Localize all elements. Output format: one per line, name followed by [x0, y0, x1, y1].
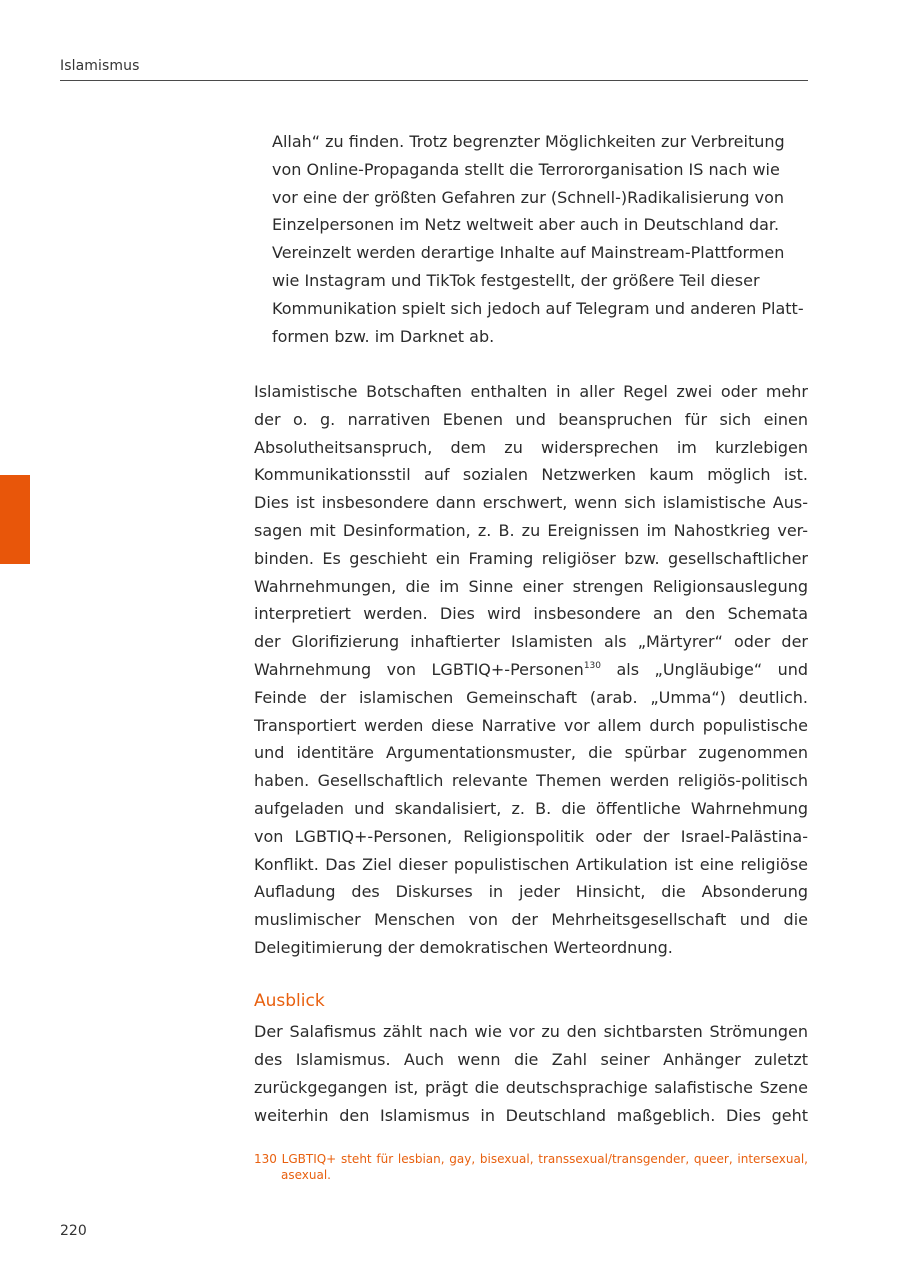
text-line: Absolutheitsanspruch, dem zu widersprechen im kurzlebigen: [254, 437, 808, 457]
running-header: Islamismus: [60, 58, 140, 74]
text-line: Kommunikation spielt sich jedoch auf Telegram und anderen Platt-: [272, 298, 804, 318]
text-fragment: Wahrnehmung von LGBTIQ+-Personen: [254, 659, 584, 679]
text-line: sagen mit Desinformation, z. B. zu Ereignissen im Nahostkrieg ver-: [254, 520, 808, 540]
text-line: zurückgegangen ist, prägt die deutschsprachige salafistische Szene: [254, 1078, 808, 1097]
footnote-line: asexual.: [281, 1168, 331, 1182]
text-line: Wahrnehmungen, die im Sinne einer strengen Religionsauslegung: [254, 576, 808, 596]
text-line: Islamistische Botschaften enthalten in aller Regel zwei oder mehr: [254, 382, 808, 401]
text-line: aufgeladen und skandalisiert, z. B. die öffentliche Wahrnehmung: [254, 798, 808, 818]
text-line: interpretiert werden. Dies wird insbesondere an den Schemata: [254, 604, 808, 624]
text-line: wie Instagram und TikTok festgestellt, der größere Teil dieser: [272, 270, 760, 290]
footnote: [254, 1151, 808, 1183]
text-line: Kommunikationsstil auf sozialen Netzwerken kaum möglich ist.: [254, 465, 808, 485]
page-number: 220: [60, 1223, 87, 1239]
text-line: muslimischer Menschen von der Mehrheitsgesellschaft und die: [254, 910, 808, 930]
section-heading: Ausblick: [254, 991, 325, 1011]
text-line: haben. Gesellschaftlich relevante Themen werden religiös-politisch: [254, 771, 808, 791]
text-line: von Online-Propaganda stellt die Terrororganisation IS nach wie: [272, 159, 780, 179]
text-fragment: als „Ungläubige“ und: [601, 659, 809, 679]
text-line: und identitäre Argumentationsmuster, die spürbar zugenommen: [254, 743, 808, 763]
text-line: von LGBTIQ+-Personen, Religionspolitik oder der Israel-Palästina-: [254, 826, 808, 846]
text-line: vor eine der größten Gefahren zur (Schnell-)Radikalisierung von: [272, 187, 785, 207]
chapter-side-tab: [0, 475, 30, 564]
text-line: Transportiert werden diese Narrative vor allem durch populistische: [254, 715, 808, 735]
main-paragraph: [254, 378, 808, 962]
text-line-with-footnote: [254, 656, 808, 684]
text-line: formen bzw. im Darknet ab.: [272, 326, 495, 346]
quote-block: [272, 128, 808, 350]
text-line: Vereinzelt werden derartige Inhalte auf Mainstream-Plattformen: [272, 243, 785, 263]
section-paragraph: [254, 1018, 808, 1130]
text-line: Einzelpersonen im Netz weltweit aber auch in Deutschland dar.: [272, 215, 780, 235]
header-rule: [60, 80, 808, 81]
text-line: der o. g. narrativen Ebenen und beanspruchen für sich einen: [254, 409, 808, 429]
text-line: Der Salafismus zählt nach wie vor zu den sichtbarsten Strömungen: [254, 1022, 808, 1041]
footnote-reference[interactable]: 130: [583, 660, 602, 671]
text-line: Dies ist insbesondere dann erschwert, wenn sich islamistische Aus-: [254, 493, 808, 513]
text-line: binden. Es geschieht ein Framing religiöser bzw. gesellschaftlicher: [254, 548, 808, 568]
text-line: Allah“ zu finden. Trotz begrenzter Möglichkeiten zur Verbreitung: [272, 132, 785, 151]
text-line: Konflikt. Das Ziel dieser populistischen Artikulation ist eine religiöse: [254, 854, 808, 874]
text-line: Aufladung des Diskurses in jeder Hinsicht, die Absonderung: [254, 882, 808, 902]
text-line: weiterhin den Islamismus in Deutschland maßgeblich. Dies geht: [254, 1106, 808, 1125]
text-line: Feinde der islamischen Gemeinschaft (arab. „Umma“) deutlich.: [254, 687, 808, 707]
text-line: der Glorifizierung inhaftierter Islamisten als „Märtyrer“ oder der: [254, 632, 808, 652]
text-line: des Islamismus. Auch wenn die Zahl seiner Anhänger zuletzt: [254, 1050, 808, 1069]
footnote-line: 130 LGBTIQ+ steht für lesbian, gay, bisexual, transsexual/transgender, queer, intersexual,: [254, 1152, 808, 1166]
text-line: Delegitimierung der demokratischen Werteordnung.: [254, 937, 673, 957]
